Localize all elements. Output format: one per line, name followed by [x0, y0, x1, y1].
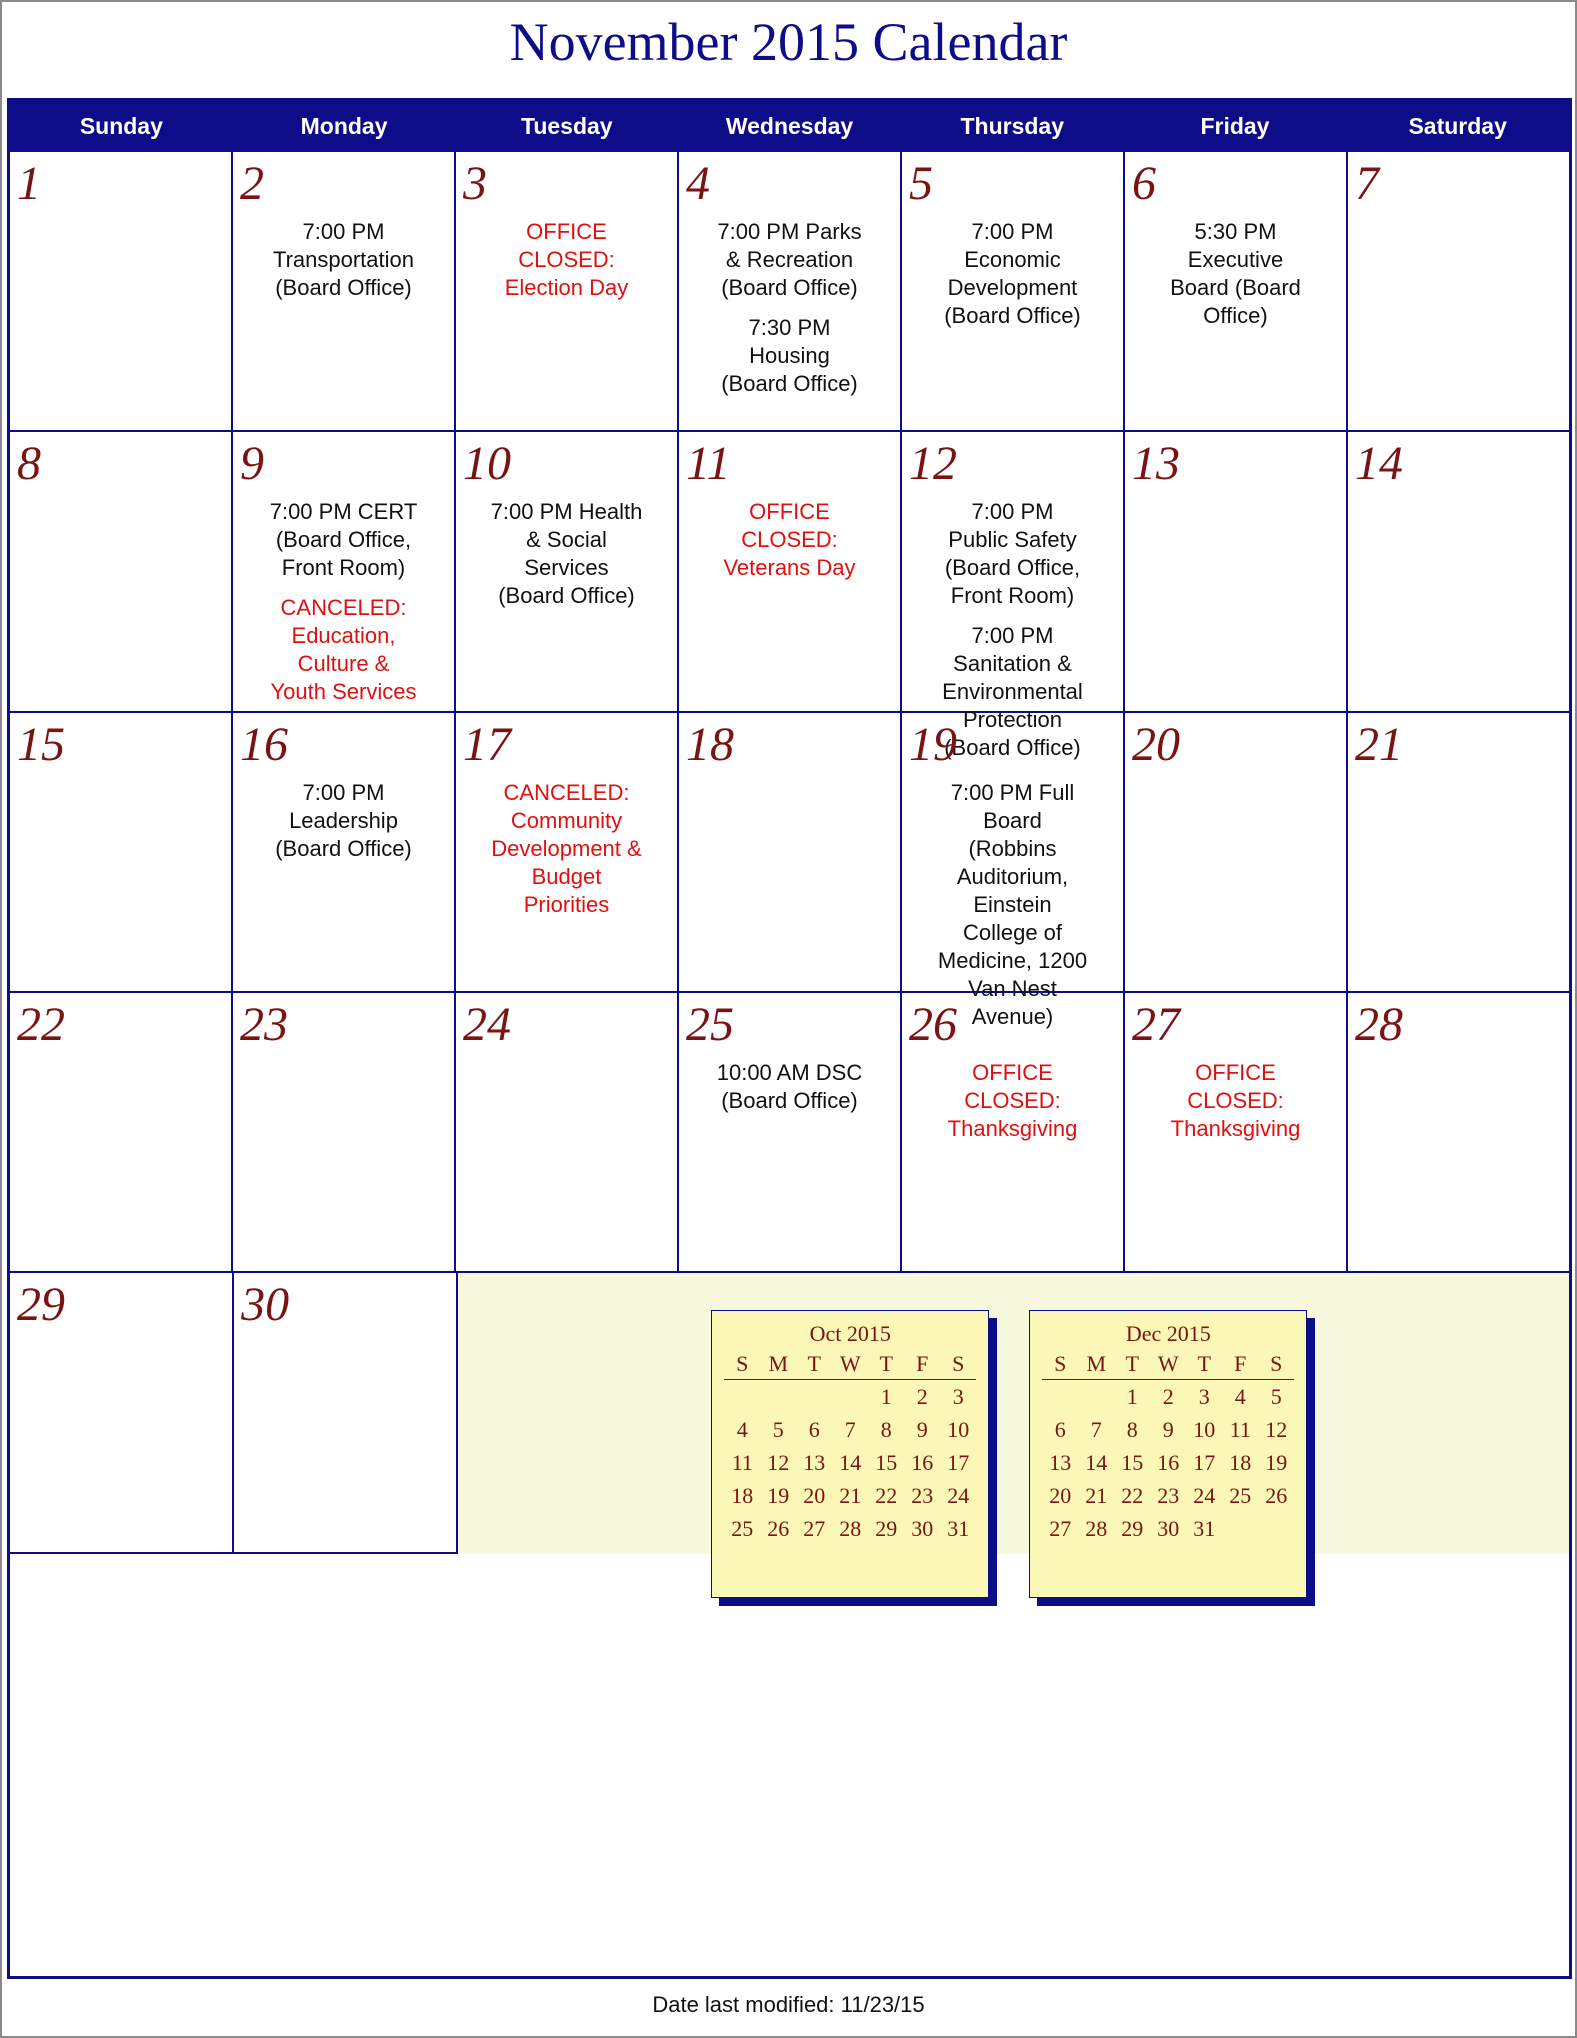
event-text: 7:30 PM Housing (Board Office)	[721, 315, 858, 396]
mini-day: 27	[1049, 1515, 1072, 1541]
mini-day: 30	[911, 1515, 934, 1541]
mini-day: 10	[947, 1416, 970, 1442]
event-text: 7:00 PM CERT (Board Office, Front Room)	[269, 499, 418, 580]
day-number: 6	[1132, 157, 1156, 210]
mini-day: 23	[1157, 1482, 1180, 1508]
mini-day: 8	[880, 1416, 892, 1442]
day-events	[460, 498, 673, 622]
mini-day: 26	[1265, 1482, 1288, 1508]
mini-day: 22	[875, 1482, 898, 1508]
weekday-header	[10, 101, 1569, 152]
mini-day: 5	[1270, 1383, 1282, 1409]
week-row	[10, 1273, 1569, 1554]
day-number: 23	[240, 998, 288, 1051]
week-row	[10, 152, 1569, 432]
mini-calendar-title: Dec 2015	[1125, 1321, 1211, 1346]
notice-text: OFFICE CLOSED: Election Day	[504, 219, 629, 300]
day-events	[1129, 218, 1342, 342]
day-events	[683, 498, 896, 594]
mini-day: 18	[731, 1482, 754, 1508]
mini-day: 2	[916, 1383, 928, 1409]
mini-weekday-header: M	[760, 1349, 796, 1380]
mini-day: 6	[1054, 1416, 1066, 1442]
mini-day: 9	[916, 1416, 928, 1442]
mini-weekday-header: T	[1114, 1349, 1150, 1380]
day-cell-18	[679, 713, 902, 993]
mini-day: 31	[947, 1515, 970, 1541]
mini-day: 24	[1193, 1482, 1216, 1508]
day-cell-9	[233, 432, 456, 713]
day-events	[237, 498, 450, 718]
mini-day: 19	[1265, 1449, 1288, 1475]
event-text: 5:30 PM Executive Board (Board Office)	[1170, 219, 1301, 328]
day-events	[906, 1059, 1119, 1155]
event-text: 7:00 PM Public Safety (Board Office, Front Room)	[944, 499, 1081, 608]
weekday-tuesday: Tuesday	[520, 113, 613, 139]
day-number: 14	[1355, 437, 1403, 490]
mini-day: 26	[767, 1515, 790, 1541]
mini-calendar	[1029, 1310, 1307, 1598]
mini-day: 28	[839, 1515, 862, 1541]
day-number: 25	[686, 998, 734, 1051]
mini-day: 27	[803, 1515, 826, 1541]
day-number: 27	[1132, 998, 1180, 1051]
mini-day	[796, 1380, 832, 1414]
mini-weekday-header: T	[796, 1349, 832, 1380]
day-cell-1	[10, 152, 233, 432]
day-events	[460, 779, 673, 931]
event-text: 10:00 AM DSC (Board Office)	[716, 1060, 863, 1113]
day-number: 3	[463, 157, 487, 210]
day-cell-28	[1348, 993, 1569, 1273]
mini-day: 6	[808, 1416, 820, 1442]
mini-day: 8	[1126, 1416, 1138, 1442]
day-cell-10	[456, 432, 679, 713]
mini-day	[724, 1380, 760, 1414]
mini-weekday-header: S	[1042, 1349, 1078, 1380]
page-title: November 2015 Calendar	[509, 12, 1068, 72]
mini-day: 14	[1085, 1449, 1108, 1475]
event-text: 7:00 PM Sanitation & Environmental Protection (Board Office)	[942, 623, 1083, 760]
mini-weekday-header: F	[904, 1349, 940, 1380]
day-number: 18	[686, 718, 734, 771]
mini-day: 4	[1234, 1383, 1246, 1409]
day-number: 30	[241, 1278, 290, 1331]
mini-day: 25	[1229, 1482, 1252, 1508]
weekday-wednesday: Wednesday	[725, 113, 854, 139]
mini-day: 10	[1193, 1416, 1216, 1442]
day-events	[1129, 1059, 1342, 1155]
mini-day	[760, 1380, 796, 1414]
mini-calendar-table	[1042, 1349, 1294, 1545]
day-number: 21	[1355, 718, 1403, 771]
day-cell-24	[456, 993, 679, 1273]
day-cell-14	[1348, 432, 1569, 713]
mini-weekday-header: M	[1078, 1349, 1114, 1380]
weekday-monday: Monday	[300, 113, 388, 139]
day-events	[237, 218, 450, 314]
day-number: 12	[909, 437, 957, 490]
day-cell-26	[902, 993, 1125, 1273]
day-number: 19	[909, 718, 957, 771]
week-row	[10, 993, 1569, 1273]
day-number: 15	[17, 718, 65, 771]
weekday-sunday: Sunday	[79, 113, 163, 139]
day-cell-8	[10, 432, 233, 713]
mini-weekday-header: F	[1222, 1349, 1258, 1380]
day-number: 5	[909, 157, 933, 210]
weekday-thursday: Thursday	[960, 113, 1064, 139]
notice-text: CANCELED: Community Development & Budget Priorities	[491, 780, 642, 917]
day-cell-21	[1348, 713, 1569, 993]
day-cell-11	[679, 432, 902, 713]
mini-day: 15	[875, 1449, 898, 1475]
mini-day: 29	[875, 1515, 898, 1541]
mini-day: 16	[1157, 1449, 1180, 1475]
day-cell-3	[456, 152, 679, 432]
mini-day	[832, 1380, 868, 1414]
weekday-friday: Friday	[1200, 113, 1270, 139]
mini-day: 12	[767, 1449, 790, 1475]
day-number: 9	[240, 437, 264, 490]
mini-weekday-header: W	[832, 1349, 868, 1380]
day-number: 8	[17, 437, 41, 490]
day-events	[683, 218, 896, 410]
day-events	[683, 1059, 896, 1127]
day-number: 24	[463, 998, 511, 1051]
mini-day: 31	[1193, 1515, 1216, 1541]
mini-calendar	[711, 1310, 989, 1598]
day-number: 28	[1355, 998, 1403, 1051]
mini-calendar-title: Oct 2015	[809, 1321, 891, 1346]
day-cell-29	[10, 1273, 234, 1554]
mini-day: 3	[1198, 1383, 1210, 1409]
mini-day: 21	[839, 1482, 862, 1508]
event-text: 7:00 PM Transportation (Board Office)	[272, 219, 415, 300]
mini-day: 5	[772, 1416, 784, 1442]
day-number: 13	[1132, 437, 1180, 490]
last-modified-footer: Date last modified: 11/23/15	[652, 1992, 925, 2017]
mini-day: 21	[1085, 1482, 1108, 1508]
day-cell-25	[679, 993, 902, 1273]
day-number: 1	[17, 157, 41, 210]
day-number: 16	[240, 718, 288, 771]
day-cell-22	[10, 993, 233, 1273]
mini-day: 7	[1090, 1416, 1102, 1442]
mini-day: 11	[731, 1449, 753, 1475]
event-text: 7:00 PM Full Board (Robbins Auditorium, Einstein College of Medicine, 1200 Van Nest Avenue)	[937, 780, 1088, 1029]
day-number: 29	[17, 1278, 65, 1331]
day-number: 7	[1355, 157, 1379, 210]
mini-day: 17	[1193, 1449, 1216, 1475]
mini-day: 1	[880, 1383, 892, 1409]
mini-day: 1	[1126, 1383, 1138, 1409]
mini-day: 16	[911, 1449, 934, 1475]
mini-day: 24	[947, 1482, 970, 1508]
event-text: 7:00 PM Health & Social Services (Board Office)	[490, 499, 643, 608]
day-cell-20	[1125, 713, 1348, 993]
mini-day: 13	[803, 1449, 826, 1475]
mini-day	[1222, 1512, 1258, 1545]
mini-day: 23	[911, 1482, 934, 1508]
mini-day: 30	[1157, 1515, 1180, 1541]
notice-text: OFFICE CLOSED: Thanksgiving	[947, 1060, 1078, 1141]
mini-day	[1042, 1380, 1078, 1414]
mini-weekday-header: W	[1150, 1349, 1186, 1380]
day-cell-27	[1125, 993, 1348, 1273]
mini-day: 17	[947, 1449, 970, 1475]
event-text: 7:00 PM Parks & Recreation (Board Office)	[717, 219, 862, 300]
day-number: 20	[1132, 718, 1180, 771]
day-events	[906, 218, 1119, 342]
day-events	[460, 218, 673, 314]
mini-day: 4	[736, 1416, 748, 1442]
mini-day: 29	[1121, 1515, 1144, 1541]
mini-day: 2	[1162, 1383, 1174, 1409]
mini-day	[1258, 1512, 1294, 1545]
notice-text: CANCELED: Education, Culture & Youth Services	[270, 595, 417, 704]
mini-day: 15	[1121, 1449, 1144, 1475]
mini-day: 11	[1229, 1416, 1251, 1442]
mini-day: 14	[839, 1449, 862, 1475]
day-cell-17	[456, 713, 679, 993]
event-text: 7:00 PM Economic Development (Board Office)	[944, 219, 1081, 328]
day-cell-6	[1125, 152, 1348, 432]
notice-text: OFFICE CLOSED: Veterans Day	[723, 499, 856, 580]
mini-weekday-header: S	[1258, 1349, 1294, 1380]
day-number: 26	[909, 998, 957, 1051]
day-cell-15	[10, 713, 233, 993]
day-cell-23	[233, 993, 456, 1273]
notice-text: OFFICE CLOSED: Thanksgiving	[1170, 1060, 1301, 1141]
mini-day: 19	[767, 1482, 790, 1508]
day-cell-16	[233, 713, 456, 993]
day-number: 17	[463, 718, 511, 771]
day-cell-30	[234, 1273, 458, 1554]
mini-day: 3	[952, 1383, 964, 1409]
mini-day: 7	[844, 1416, 856, 1442]
mini-day: 9	[1162, 1416, 1174, 1442]
mini-day: 20	[803, 1482, 826, 1508]
mini-day	[1078, 1380, 1114, 1414]
mini-weekday-header: T	[868, 1349, 904, 1380]
mini-day: 25	[731, 1515, 754, 1541]
day-events	[237, 779, 450, 875]
day-cell-7	[1348, 152, 1569, 432]
day-number: 10	[463, 437, 511, 490]
day-number: 4	[686, 157, 710, 210]
mini-weekday-header: T	[1186, 1349, 1222, 1380]
mini-day: 12	[1265, 1416, 1288, 1442]
day-cell-5	[902, 152, 1125, 432]
mini-day: 28	[1085, 1515, 1108, 1541]
event-text: 7:00 PM Leadership (Board Office)	[275, 780, 412, 861]
mini-day: 20	[1049, 1482, 1072, 1508]
mini-day: 22	[1121, 1482, 1144, 1508]
day-cell-2	[233, 152, 456, 432]
day-cell-13	[1125, 432, 1348, 713]
day-cell-4	[679, 152, 902, 432]
mini-weekday-header: S	[940, 1349, 976, 1380]
day-number: 11	[686, 437, 731, 490]
weekday-saturday: Saturday	[1408, 113, 1507, 139]
month-calendar	[7, 98, 1572, 1979]
mini-day: 18	[1229, 1449, 1252, 1475]
mini-day: 13	[1049, 1449, 1072, 1475]
day-number: 22	[17, 998, 65, 1051]
mini-calendar-table	[724, 1349, 976, 1545]
mini-calendar-area	[458, 1273, 1569, 1554]
mini-weekday-header: S	[724, 1349, 760, 1380]
day-number: 2	[240, 157, 264, 210]
